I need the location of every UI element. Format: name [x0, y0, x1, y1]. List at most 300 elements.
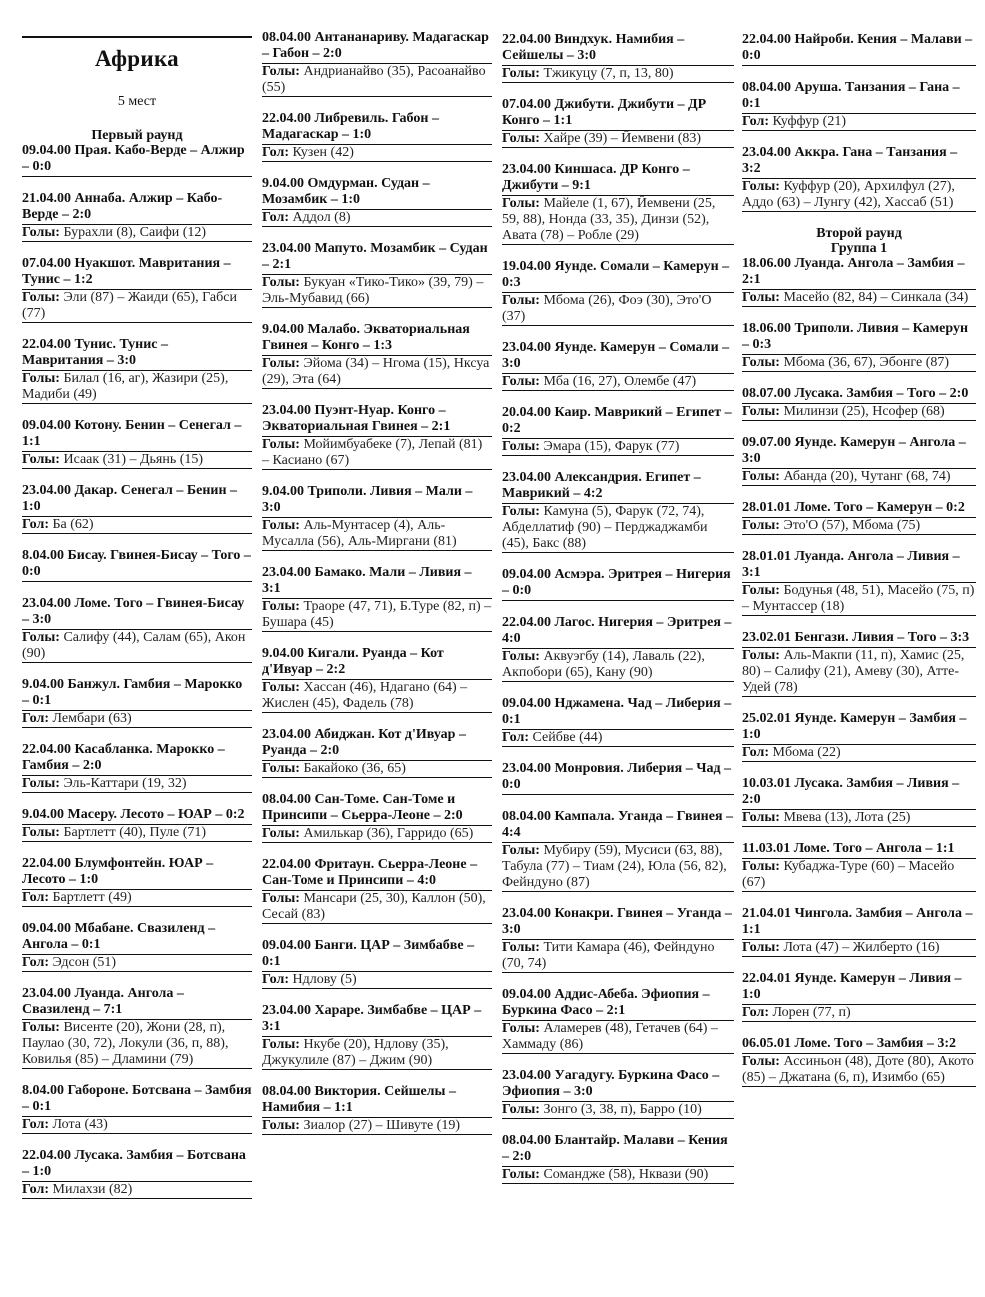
match-goals	[742, 583, 976, 616]
match-header: 28.01.01 Ломе. Того – Камерун – 0:2	[742, 500, 976, 518]
goals-text: Аламерев (48), Гетачев (64) – Хаммаду (86)	[502, 1021, 718, 1052]
goals-text: Бартлетт (40), Пуле (71)	[63, 825, 207, 840]
goals-text: Куффур (20), Архилфул (27), Аддо (63) – Лунгу (42), Хассаб (51)	[742, 179, 955, 210]
goals-text: Зонго (3, 38, п), Барро (10)	[543, 1102, 702, 1117]
match-goals	[262, 145, 492, 162]
match-goals	[22, 890, 252, 907]
match-list	[22, 143, 252, 1199]
match-header: 23.04.00 Луанда. Ангола – Свазиленд – 7:1	[22, 986, 252, 1020]
match-entry	[22, 807, 252, 842]
match-goals	[22, 1182, 252, 1199]
goals-text: Лота (43)	[52, 1117, 108, 1132]
goals-text: Милинзи (25), Нсофер (68)	[783, 404, 945, 419]
goals-label: Голы:	[502, 649, 540, 664]
goals-label: Голы:	[22, 452, 60, 467]
match-entry	[22, 143, 252, 177]
match-goals	[502, 439, 734, 456]
match-header: 19.04.00 Яунде. Сомали – Камерун – 0:3	[502, 259, 734, 293]
match-header: 10.03.01 Лусака. Замбия – Ливия – 2:0	[742, 776, 976, 810]
match-entry	[742, 841, 976, 892]
match-goals	[262, 437, 492, 470]
goals-text: Нкубе (20), Ндлову (35), Джукулиле (87) – Джим (90)	[262, 1037, 449, 1068]
match-goals	[742, 179, 976, 212]
goals-text: Куффур (21)	[772, 114, 846, 129]
match-entry	[742, 435, 976, 486]
match-header: 07.04.00 Нуакшот. Мавритания – Тунис – 1:2	[22, 256, 252, 290]
match-goals	[742, 355, 976, 372]
goals-label: Голы:	[262, 1118, 300, 1133]
match-header: 09.04.00 Аддис-Абеба. Эфиопия – Буркина Фасо – 2:1	[502, 987, 734, 1021]
match-goals	[262, 826, 492, 843]
goals-text: Висенте (20), Жони (28, п), Паулао (30, 72), Локули (36, п, 88), Ковилья (85) – Дламини (79)	[22, 1020, 229, 1067]
match-entry	[22, 548, 252, 582]
match-goals	[262, 1037, 492, 1070]
goals-text: Эйома (34) – Нгома (15), Нксуа (29), Эта (64)	[262, 356, 490, 387]
goals-text: Мвева (13), Лота (25)	[783, 810, 911, 825]
goals-label: Гол:	[262, 145, 290, 160]
goals-text: Ба (62)	[52, 517, 94, 532]
match-entry	[22, 856, 252, 907]
goals-text: Масейо (82, 84) – Синкала (34)	[783, 290, 969, 305]
match-entry	[502, 32, 734, 83]
section-title: Африка	[95, 46, 179, 71]
goals-label: Голы:	[262, 761, 300, 776]
match-goals	[502, 843, 734, 892]
match-header: 23.04.00 Уагадугу. Буркина Фасо – Эфиопия – 3:0	[502, 1068, 734, 1102]
goals-label: Гол:	[22, 955, 50, 970]
goals-label: Голы:	[502, 1167, 540, 1182]
goals-text: Кузен (42)	[292, 145, 354, 160]
match-goals	[22, 371, 252, 404]
match-entry	[742, 971, 976, 1022]
goals-text: Мбома (26), Фоэ (30), Это'О (37)	[502, 293, 712, 324]
match-goals	[502, 374, 734, 391]
match-entry	[262, 30, 492, 97]
goals-text: Эль-Каттари (19, 32)	[63, 776, 187, 791]
match-goals	[742, 1005, 976, 1022]
match-entry	[22, 418, 252, 469]
goals-label: Голы:	[742, 859, 780, 874]
group-title: Группа 1	[830, 241, 888, 256]
match-header: 23.04.00 Александрия. Египет – Маврикий – 4:2	[502, 470, 734, 504]
goals-text: Лембари (63)	[52, 711, 132, 726]
match-entry	[262, 1084, 492, 1135]
match-entry	[262, 857, 492, 924]
match-entry	[22, 1148, 252, 1199]
match-header: 23.04.00 Пуэнт-Нуар. Конго – Экваториальная Гвинея – 2:1	[262, 403, 492, 437]
column-2	[262, 30, 492, 1149]
match-goals	[742, 1054, 976, 1087]
match-goals	[22, 290, 252, 323]
goals-label: Голы:	[22, 1020, 60, 1035]
match-header: 09.04.00 Банги. ЦАР – Зимбабве – 0:1	[262, 938, 492, 972]
match-entry	[502, 906, 734, 973]
goals-text: Лота (47) – Жилберто (16)	[783, 940, 940, 955]
match-entry	[502, 405, 734, 456]
match-goals	[262, 275, 492, 308]
match-header: 9.04.00 Кигали. Руанда – Кот д'Ивуар – 2:2	[262, 646, 492, 680]
goals-text: Ассиньон (48), Доте (80), Акото (85) – Джатана (6, п), Изимбо (65)	[742, 1054, 974, 1085]
match-goals	[22, 955, 252, 972]
goals-label: Голы:	[502, 131, 540, 146]
match-list	[742, 256, 976, 1087]
goals-text: Соманджe (58), Нквази (90)	[543, 1167, 709, 1182]
match-header: 22.04.00 Виндхук. Намибия – Сейшелы – 3:0	[502, 32, 734, 66]
goals-text: Мбома (36, 67), Эбонге (87)	[783, 355, 950, 370]
match-entry	[502, 1068, 734, 1119]
goals-label: Голы:	[22, 630, 60, 645]
match-entry	[502, 259, 734, 326]
match-goals	[262, 518, 492, 551]
match-entry	[262, 565, 492, 632]
match-header: 23.04.00 Яунде. Камерун – Сомали – 3:0	[502, 340, 734, 374]
goals-label: Гол:	[22, 711, 50, 726]
match-list	[742, 32, 976, 212]
goals-label: Голы:	[502, 843, 540, 858]
match-entry	[742, 906, 976, 957]
goals-text: Аквуэгбу (14), Лаваль (22), Акпобори (65), Кану (90)	[502, 649, 705, 680]
match-header: 28.01.01 Луанда. Ангола – Ливия – 3:1	[742, 549, 976, 583]
match-entry	[502, 340, 734, 391]
match-goals	[22, 1117, 252, 1134]
column-3	[502, 32, 734, 1198]
match-goals	[742, 810, 976, 827]
goals-label: Голы:	[262, 437, 300, 452]
goals-text: Хассан (46), Ндагано (64) – Жислен (45), Фадель (78)	[262, 680, 468, 711]
match-goals	[22, 776, 252, 793]
goals-label: Голы:	[502, 1021, 540, 1036]
match-goals	[262, 680, 492, 713]
goals-label: Гол:	[22, 1182, 50, 1197]
goals-label: Голы:	[502, 1102, 540, 1117]
match-header: 23.04.00 Абиджан. Кот д'Ивуар – Руанда – 2:0	[262, 727, 492, 761]
match-header: 23.04.00 Бамако. Мали – Ливия – 3:1	[262, 565, 492, 599]
match-goals	[22, 225, 252, 242]
goals-label: Голы:	[742, 810, 780, 825]
match-goals	[262, 761, 492, 778]
goals-text: Зиалор (27) – Шивуте (19)	[303, 1118, 461, 1133]
match-goals	[742, 404, 976, 421]
match-goals	[502, 940, 734, 973]
goals-text: Аль-Макпи (11, п), Хамис (25, 80) – Салифу (21), Амеву (30), Атте-Удей (78)	[742, 648, 965, 695]
match-header: 22.04.00 Лусака. Замбия – Ботсвана – 1:0	[22, 1148, 252, 1182]
goals-text: Милахзи (82)	[52, 1182, 133, 1197]
match-header: 18.06.00 Луанда. Ангола – Замбия – 2:1	[742, 256, 976, 290]
match-entry	[742, 32, 976, 66]
match-header: 23.02.01 Бенгази. Ливия – Того – 3:3	[742, 630, 976, 648]
match-goals	[742, 745, 976, 762]
goals-label: Гол:	[22, 890, 50, 905]
goals-text: Мойимбуабеке (7), Лепай (81) – Касиано (67)	[262, 437, 483, 468]
match-header: 22.04.00 Лагос. Нигерия – Эритрея – 4:0	[502, 615, 734, 649]
goals-text: Бодунья (48, 51), Масейо (75, п) – Мунтассер (18)	[742, 583, 975, 614]
match-header: 08.04.00 Кампала. Уганда – Гвинея – 4:4	[502, 809, 734, 843]
match-header: 23.04.00 Дакар. Сенегал – Бенин – 1:0	[22, 483, 252, 517]
match-header: 08.04.00 Сан-Томе. Сан-Томе и Принсипи – Сьерра-Леоне – 2:0	[262, 792, 492, 826]
match-header: 20.04.00 Каир. Маврикий – Египет – 0:2	[502, 405, 734, 439]
goals-text: Хайре (39) – Йемвени (83)	[543, 131, 702, 146]
goals-text: Тжикуцу (7, п, 13, 80)	[543, 66, 674, 81]
goals-label: Голы:	[22, 371, 60, 386]
match-header: 22.04.00 Тунис. Тунис – Мавритания – 3:0	[22, 337, 252, 371]
match-entry	[22, 483, 252, 534]
match-entry	[262, 322, 492, 389]
match-header: 9.04.00 Масеру. Лесото – ЮАР – 0:2	[22, 807, 252, 825]
match-goals	[262, 210, 492, 227]
column-4	[742, 32, 976, 1101]
match-header: 09.04.00 Мбабане. Свазиленд – Ангола – 0:1	[22, 921, 252, 955]
match-entry	[742, 776, 976, 827]
match-goals	[262, 64, 492, 97]
goals-label: Голы:	[742, 583, 780, 598]
match-entry	[262, 1003, 492, 1070]
match-goals	[742, 859, 976, 892]
goals-text: Аддол (8)	[292, 210, 351, 225]
goals-text: Мба (16, 27), Олембе (47)	[543, 374, 697, 389]
match-header: 08.04.00 Блантайр. Малави – Кения – 2:0	[502, 1133, 734, 1167]
match-goals	[262, 891, 492, 924]
goals-text: Это'О (57), Мбома (75)	[783, 518, 921, 533]
column-1	[22, 36, 252, 1213]
goals-label: Гол:	[742, 1005, 770, 1020]
goals-label: Голы:	[502, 293, 540, 308]
match-goals	[22, 452, 252, 469]
goals-text: Мубиру (59), Мусиси (63, 88), Табула (77) – Тиам (24), Юла (56, 82), Фейндуно (87)	[502, 843, 727, 890]
match-header: 23.04.00 Ломе. Того – Гвинея-Бисау – 3:0	[22, 596, 252, 630]
match-goals	[502, 196, 734, 245]
match-entry	[742, 711, 976, 762]
match-entry	[22, 921, 252, 972]
match-header: 07.04.00 Джибути. Джибути – ДР Конго – 1:1	[502, 97, 734, 131]
match-header: 08.07.00 Лусака. Замбия – Того – 2:0	[742, 386, 976, 404]
match-header: 09.04.00 Асмэра. Эритрея – Нигерия – 0:0	[502, 567, 734, 601]
match-header: 09.04.00 Нджамена. Чад – Либерия – 0:1	[502, 696, 734, 730]
goals-text: Эдсон (51)	[52, 955, 117, 970]
match-goals	[502, 131, 734, 148]
match-entry	[502, 761, 734, 795]
goals-text: Аль-Мунтасер (4), Аль-Мусалла (56), Аль-Миргани (81)	[262, 518, 457, 549]
goals-label: Голы:	[262, 1037, 300, 1052]
goals-label: Голы:	[262, 599, 300, 614]
match-entry	[502, 809, 734, 892]
match-entry	[22, 191, 252, 242]
goals-label: Голы:	[502, 374, 540, 389]
goals-text: Амилькар (36), Гарридо (65)	[303, 826, 474, 841]
match-header: 21.04.00 Аннаба. Алжир – Кабо-Верде – 2:0	[22, 191, 252, 225]
match-goals	[22, 825, 252, 842]
match-entry	[22, 256, 252, 323]
match-header: 08.04.00 Виктория. Сейшелы – Намибия – 1:1	[262, 1084, 492, 1118]
match-entry	[502, 162, 734, 245]
match-goals	[22, 517, 252, 534]
goals-label: Голы:	[262, 891, 300, 906]
match-entry	[502, 615, 734, 682]
match-header: 23.04.00 Конакри. Гвинея – Уганда – 3:0	[502, 906, 734, 940]
match-entry	[502, 987, 734, 1054]
goals-text: Букуан «Тико-Тико» (39, 79) – Эль-Мубавид (66)	[262, 275, 484, 306]
goals-label: Голы:	[502, 196, 540, 211]
goals-label: Голы:	[262, 356, 300, 371]
goals-label: Голы:	[742, 404, 780, 419]
goals-label: Голы:	[742, 179, 780, 194]
goals-label: Голы:	[262, 680, 300, 695]
goals-text: Ндлову (5)	[292, 972, 357, 987]
match-header: 08.04.00 Аруша. Танзания – Гана – 0:1	[742, 80, 976, 114]
match-entry	[22, 986, 252, 1069]
goals-label: Голы:	[262, 518, 300, 533]
match-goals	[502, 293, 734, 326]
goals-label: Гол:	[742, 745, 770, 760]
goals-text: Сейбве (44)	[532, 730, 603, 745]
match-entry	[742, 80, 976, 131]
match-entry	[262, 111, 492, 162]
match-header: 09.04.00 Прая. Кабо-Верде – Алжир – 0:0	[22, 143, 252, 177]
match-entry	[22, 337, 252, 404]
match-header: 8.04.00 Габороне. Ботсвана – Замбия – 0:1	[22, 1083, 252, 1117]
goals-text: Бакайоко (36, 65)	[303, 761, 406, 776]
section-header	[22, 36, 252, 110]
goals-label: Голы:	[22, 225, 60, 240]
match-header: 09.07.00 Яунде. Камерун – Ангола – 3:0	[742, 435, 976, 469]
goals-text: Абанда (20), Чутанг (68, 74)	[783, 469, 951, 484]
match-goals	[502, 66, 734, 83]
goals-text: Эли (87) – Жаиди (65), Габси (77)	[22, 290, 237, 321]
goals-label: Голы:	[742, 648, 780, 663]
match-entry	[262, 403, 492, 470]
match-entry	[742, 386, 976, 421]
goals-text: Траоре (47, 71), Б.Туре (82, п) – Бушара (45)	[262, 599, 492, 630]
match-header: 22.04.00 Касабланка. Марокко – Гамбия – 2:0	[22, 742, 252, 776]
goals-label: Голы:	[502, 66, 540, 81]
match-header: 23.04.00 Хараре. Зимбабве – ЦАР – 3:1	[262, 1003, 492, 1037]
match-entry	[262, 727, 492, 778]
match-entry	[22, 596, 252, 663]
goals-text: Лорен (77, п)	[772, 1005, 851, 1020]
goals-text: Бартлетт (49)	[52, 890, 132, 905]
match-header: 08.04.00 Антананариву. Мадагаскар – Габон – 2:0	[262, 30, 492, 64]
match-entry	[742, 1036, 976, 1087]
match-header: 09.04.00 Котону. Бенин – Сенегал – 1:1	[22, 418, 252, 452]
match-header: 9.04.00 Омдурман. Судан – Мозамбик – 1:0	[262, 176, 492, 210]
round-title: Второй раунд	[816, 226, 902, 241]
match-header: 22.04.00 Блумфонтейн. ЮАР – Лесото – 1:0	[22, 856, 252, 890]
match-entry	[742, 145, 976, 212]
match-entry	[262, 792, 492, 843]
goals-text: Билал (16, аг), Жазири (25), Мадиби (49)	[22, 371, 229, 402]
goals-label: Гол:	[742, 114, 770, 129]
match-entry	[742, 500, 976, 535]
match-goals	[742, 114, 976, 131]
match-entry	[502, 97, 734, 148]
match-header: 8.04.00 Бисау. Гвинея-Бисау – Того – 0:0	[22, 548, 252, 582]
section-slots: 5 мест	[117, 94, 157, 109]
match-goals	[502, 1021, 734, 1054]
match-entry	[22, 742, 252, 793]
match-header: 9.04.00 Триполи. Ливия – Мали – 3:0	[262, 484, 492, 518]
goals-label: Голы:	[502, 439, 540, 454]
match-header: 23.04.00 Мапуто. Мозамбик – Судан – 2:1	[262, 241, 492, 275]
goals-label: Гол:	[262, 972, 290, 987]
match-entry	[262, 484, 492, 551]
goals-text: Майеле (1, 67), Йемвени (25, 59, 88), Нонда (33, 35), Динзи (52), Авата (78) – Робле (29)	[502, 196, 716, 243]
match-goals	[502, 1167, 734, 1184]
match-entry	[742, 549, 976, 616]
match-goals	[502, 730, 734, 747]
match-entry	[262, 646, 492, 713]
goals-text: Мбома (22)	[772, 745, 841, 760]
goals-label: Голы:	[22, 776, 60, 791]
match-goals	[262, 972, 492, 989]
goals-label: Голы:	[742, 469, 780, 484]
goals-label: Голы:	[502, 940, 540, 955]
match-goals	[502, 504, 734, 553]
match-header: 22.04.01 Яунде. Камерун – Ливия – 1:0	[742, 971, 976, 1005]
goals-label: Голы:	[742, 1054, 780, 1069]
match-goals	[262, 599, 492, 632]
goals-label: Гол:	[502, 730, 530, 745]
goals-text: Тити Камара (46), Фейндуно (70, 74)	[502, 940, 715, 971]
match-entry	[742, 321, 976, 372]
match-entry	[742, 256, 976, 307]
goals-text: Камуна (5), Фарук (72, 74), Абделлатиф (90) – Перджаджамби (45), Бакс (88)	[502, 504, 708, 551]
match-header: 18.06.00 Триполи. Ливия – Камерун – 0:3	[742, 321, 976, 355]
goals-label: Голы:	[22, 290, 60, 305]
match-header: 22.04.00 Либревиль. Габон – Мадагаскар – 1:0	[262, 111, 492, 145]
match-header: 23.04.00 Аккра. Гана – Танзания – 3:2	[742, 145, 976, 179]
match-entry	[502, 696, 734, 747]
match-entry	[502, 470, 734, 553]
match-goals	[742, 518, 976, 535]
goals-label: Голы:	[742, 355, 780, 370]
goals-label: Голы:	[502, 504, 540, 519]
goals-text: Бурахли (8), Саифи (12)	[63, 225, 207, 240]
goals-text: Андрианайво (35), Расоанайво (55)	[262, 64, 486, 95]
match-list	[502, 32, 734, 1184]
goals-text: Исаак (31) – Дьянь (15)	[63, 452, 204, 467]
match-goals	[742, 469, 976, 486]
goals-label: Гол:	[22, 517, 50, 532]
round-title: Первый раунд	[91, 128, 183, 143]
match-entry	[502, 567, 734, 601]
match-goals	[502, 1102, 734, 1119]
goals-label: Голы:	[742, 290, 780, 305]
goals-label: Голы:	[262, 275, 300, 290]
match-entry	[22, 677, 252, 728]
match-entry	[262, 241, 492, 308]
match-goals	[262, 1118, 492, 1135]
goals-label: Гол:	[262, 210, 290, 225]
match-header: 9.04.00 Малабо. Экваториальная Гвинея – Конго – 1:3	[262, 322, 492, 356]
goals-text: Мансари (25, 30), Каллон (50), Сесай (83)	[262, 891, 486, 922]
match-entry	[262, 176, 492, 227]
match-header: 25.02.01 Яунде. Камерун – Замбия – 1:0	[742, 711, 976, 745]
match-list	[262, 30, 492, 1135]
match-entry	[262, 938, 492, 989]
match-header: 22.04.00 Найроби. Кения – Малави – 0:0	[742, 32, 976, 66]
goals-label: Голы:	[742, 518, 780, 533]
match-goals	[22, 630, 252, 663]
goals-label: Голы:	[22, 825, 60, 840]
match-goals	[502, 649, 734, 682]
match-entry	[22, 1083, 252, 1134]
match-entry	[502, 1133, 734, 1184]
goals-text: Кубаджа-Туре (60) – Масейо (67)	[742, 859, 955, 890]
match-header: 23.04.00 Монровия. Либерия – Чад – 0:0	[502, 761, 734, 795]
goals-label: Гол:	[22, 1117, 50, 1132]
match-goals	[22, 1020, 252, 1069]
goals-label: Голы:	[262, 826, 300, 841]
match-header: 06.05.01 Ломе. Того – Замбия – 3:2	[742, 1036, 976, 1054]
